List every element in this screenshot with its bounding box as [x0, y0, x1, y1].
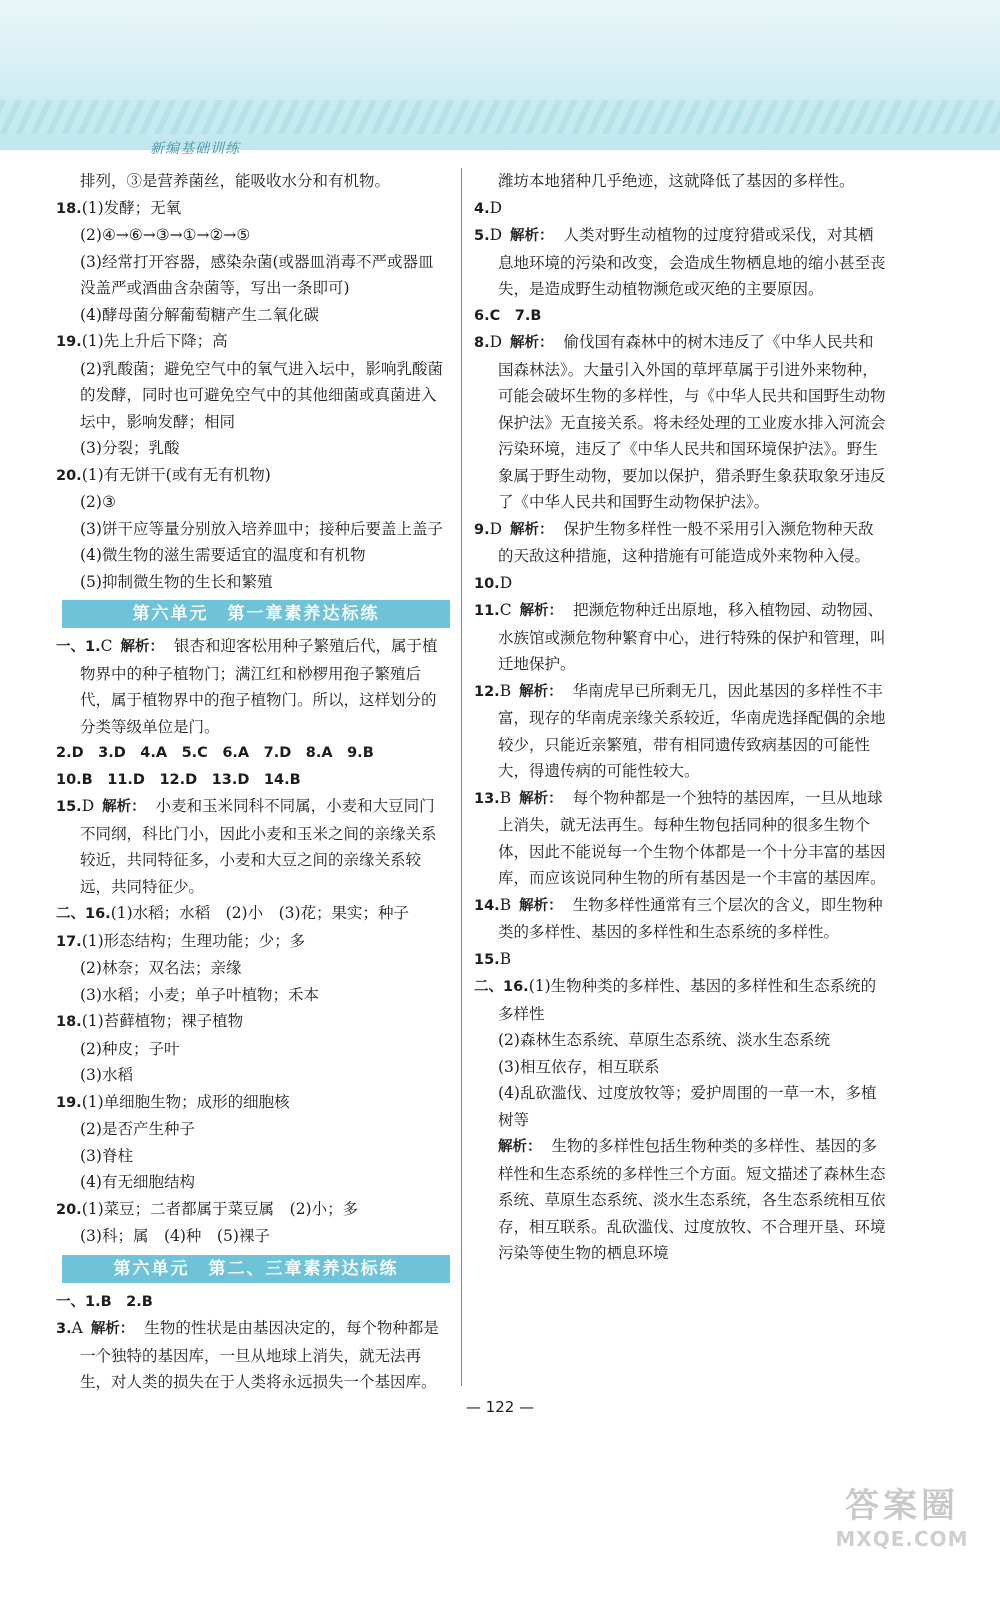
question-5 [474, 222, 886, 303]
answer-line: (1)发酵；无氧 [81, 198, 182, 217]
answer-line: (3)相互依存，相互联系 [498, 1057, 660, 1076]
analysis-label: 解析： [519, 683, 563, 700]
answer-line: (2)林奈；双名法；亲缘 [80, 959, 242, 977]
question-20 [56, 462, 448, 490]
question-18b [56, 1008, 448, 1036]
question-number: 3. [56, 1321, 72, 1337]
answer-choice: C [499, 601, 512, 619]
question-number: 19. [56, 1094, 82, 1111]
answer-row: 10.B 11.D 12.D 13.D 14.B [56, 771, 301, 788]
watermark-url: MXQE.COM [835, 1527, 969, 1551]
answer-row: 2.D 3.D 4.A 5.C 6.A 7.D 8.A 9.B [56, 745, 374, 761]
question-15 [56, 793, 448, 900]
question-number: 18. [56, 1014, 82, 1030]
answer-line: 排列，③是营养菌丝，能吸收水分和有机物。 [80, 172, 391, 190]
question-1-2 [56, 1288, 448, 1316]
answer-choice: D [489, 519, 503, 538]
answer-line: (3)脊柱 [80, 1146, 133, 1165]
answer-line: (2)乳酸菌；避免空气中的氧气进入坛中，影响乳酸菌的发酵，同时也可避免空气中的其他细菌或真菌进入坛中，影响发酵；相同 [80, 359, 443, 431]
analysis-label: 解析： [102, 799, 146, 815]
left-column [56, 168, 448, 1396]
answer-line: (3)分裂；乳酸 [80, 439, 180, 457]
answer-choice: B [499, 681, 512, 700]
analysis-label: 解析： [510, 228, 554, 244]
question-number: 4. [474, 200, 490, 217]
question-number: 20. [56, 467, 82, 484]
answer-line: (1)菜豆；二者都属于菜豆属 (2)小；多 [81, 1199, 359, 1218]
analysis-label: 解析： [519, 603, 564, 619]
answer-choice: D [489, 198, 503, 217]
question-number: 11. [474, 603, 500, 619]
answer-choice: B 2.B [100, 1293, 153, 1310]
answer-choice: D [489, 226, 503, 244]
answer-line: (1)形态结构；生理功能；少；多 [81, 931, 306, 950]
answer-choice: B [499, 895, 512, 914]
question-number: 5. [474, 228, 490, 244]
question-number: 18. [56, 200, 82, 217]
analysis-label: 解析： [498, 1139, 542, 1155]
question-number: 一、1. [56, 639, 101, 655]
question-number: 17. [56, 933, 82, 950]
answer-line: (3)水稻 [80, 1066, 133, 1084]
answer-line: (1)单细胞生物；成形的细胞核 [81, 1092, 290, 1111]
answer-line: (1)有无饼干(或有无有机物) [81, 465, 271, 484]
question-number: 9. [474, 521, 490, 538]
answer-line: (3)饼干应等量分别放入培养皿中；接种后要盖上盖子 [80, 519, 443, 538]
analysis-label: 解析： [510, 335, 554, 351]
analysis-label: 解析： [120, 639, 164, 655]
analysis-text: 生物多样性通常有三个层次的含义，即生物种类的多样性、基因的多样性和生态系统的多样性。 [498, 895, 883, 941]
question-14 [474, 892, 886, 946]
answer-choice: D [489, 333, 503, 351]
answer-line: 潍坊本地猪种几乎绝迹，这就降低了基因的多样性。 [498, 172, 855, 190]
analysis-text: 生物的性状是由基因决定的，每个物种都是一个独特的基因库，一旦从地球上消失，就无法再生，对人类的损失在于人类将永远损失一个基因库。 [80, 1319, 439, 1391]
answer-line: (2)种皮；子叶 [80, 1039, 180, 1058]
analysis-text: 保护生物多样性一般不采用引入濒危物种天敌的天敌这种措施，这种措施有可能造成外来物种入侵。 [498, 519, 874, 565]
answer-line: (4)乱砍滥伐、过度放牧等；爱护周围的一草一木，多植树等 [498, 1084, 877, 1129]
analysis-text: 华南虎早已所剩无几，因此基因的多样性不丰富，现存的华南虎亲缘关系较近，华南虎选择配偶的余地较少，只能近亲繁殖，带有相同遗传致病基因的可能性大，得遗传病的可能性较大。 [498, 681, 886, 780]
question-number: 14. [474, 897, 500, 914]
analysis-label: 解析： [510, 521, 554, 538]
question-8 [474, 329, 886, 516]
question-11 [474, 597, 886, 678]
column-divider [461, 168, 462, 1386]
answer-choice: B [499, 788, 512, 807]
answer-line: (4)酵母菌分解葡萄糖产生二氧化碳 [80, 305, 319, 324]
question-number: 15. [56, 799, 82, 815]
page-number: — 122 — [465, 1398, 535, 1416]
answer-choice: B [499, 949, 512, 968]
question-13 [474, 785, 886, 892]
question-number: 12. [474, 683, 500, 700]
analysis-text: 每个物种都是一个独特的基因库，一旦从地球上消失，就无法再生。每种生物包括同种的很多生物个体，因此不能说每一个生物个体都是一个十分丰富的基因库，而应该说同种生物的所有基因是一个丰富的基因库。 [498, 788, 886, 887]
analysis-label: 解析： [519, 897, 563, 914]
watermark-logo-text: 答案圈 [845, 1486, 959, 1526]
answer-line: (1)水稻；水稻 (2)小 (3)花；果实；种子 [110, 904, 410, 922]
analysis-label: 解析： [519, 790, 563, 807]
analysis-text: 银杏和迎客松用种子繁殖后代，属于植物界中的种子植物门；满江红和桫椤用孢子繁殖后代，属于植物界中的孢子植物门。所以，这样划分的分类等级单位是门。 [80, 637, 438, 736]
answer-line: (4)有无细胞结构 [80, 1173, 195, 1191]
question-15 [474, 946, 886, 974]
answer-row: 6.C 7.B [474, 307, 542, 324]
analysis-text: 生物的多样性包括生物种类的多样性、基因的多样性和生态系统的多样性三个方面。短文描述了森林生态系统、草原生态系统、淡水生态系统，各生态系统相互依存，相互联系。乱砍滥伐、过度放牧、不合理开垦、环境污染等使生物的栖息环境 [498, 1137, 886, 1262]
question-19 [56, 328, 448, 356]
question-9 [474, 516, 886, 570]
question-18 [56, 195, 448, 223]
page-number-value: 122 [485, 1398, 515, 1416]
analysis-text: 把濒危物种迁出原地，移入植物园、动物园、水族馆或濒危物种繁育中心，进行特殊的保护和管理，叫迁地保护。 [498, 601, 886, 673]
question-number: 一、1. [56, 1293, 101, 1310]
answer-line: (1)生物种类的多样性、基因的多样性和生态系统的多样性 [498, 977, 877, 1023]
watermark [812, 1478, 992, 1551]
question-4 [474, 195, 886, 223]
question-3 [56, 1315, 448, 1396]
question-16 [56, 900, 448, 928]
question-number: 二、16. [56, 906, 111, 922]
question-number: 19. [56, 334, 82, 350]
question-17 [56, 928, 448, 956]
question-number: 15. [474, 951, 500, 968]
analysis-text: 小麦和玉米同科不同属，小麦和大豆同门不同纲，科比门小，因此小麦和玉米之间的亲缘关系较近，共同特征多，小麦和大豆之间的亲缘关系较远，共同特征少。 [80, 797, 437, 896]
question-16 [474, 973, 886, 1027]
question-number: 20. [56, 1201, 82, 1218]
answer-choice: A [71, 1319, 83, 1337]
answer-line: (2)是否产生种子 [80, 1120, 195, 1138]
question-number: 13. [474, 790, 500, 807]
header-stripe [0, 100, 1000, 134]
question-12 [474, 678, 886, 785]
question-number: 10. [474, 575, 500, 592]
answer-choice: C [100, 637, 113, 655]
analysis-label: 解析： [90, 1321, 135, 1337]
answer-line: (1)先上升后下降；高 [81, 332, 228, 350]
answer-line: (2)森林生态系统、草原生态系统、淡水生态系统 [498, 1031, 830, 1049]
answer-line: (5)抑制微生物的生长和繁殖 [80, 572, 273, 591]
right-column [474, 168, 886, 1267]
brand-title: 新编基础训练 [150, 141, 240, 157]
answer-line: (2)④→⑥→③→①→②→⑤ [80, 226, 251, 244]
answer-line: (4)微生物的滋生需要适宜的温度和有机物 [80, 546, 366, 564]
question-19b [56, 1089, 448, 1117]
answer-choice: D [499, 573, 513, 592]
answer-line: (1)苔藓植物；裸子植物 [81, 1012, 244, 1030]
analysis-text: 偷伐国有森林中的树木违反了《中华人民共和国森林法》。大量引入外国的草坪草属于引进外来物种，可能会破坏生物的多样性，与《中华人民共和国野生动物保护法》无直接关系。将未经处理的工业废水排入河流会污染环境，违反了《中华人民共和国环境保护法》。野生象属于野生动物，要加以保护，猎杀野生象获取象牙违反了《中华人民共和国野生动物保护法》。 [498, 333, 886, 511]
question-20b [56, 1196, 448, 1224]
question-10 [474, 570, 886, 598]
analysis-text: 人类对野生动植物的过度狩猎或采伐，对其栖息地环境的污染和改变，会造成生物栖息地的缩小甚至丧失，是造成野生动植物濒危或灭绝的主要原因。 [498, 226, 886, 298]
section-banner: 第六单元 第一章素养达标练 [62, 600, 450, 628]
answer-line: (3)科；属 (4)种 (5)裸子 [80, 1227, 270, 1245]
answer-line: (3)水稻；小麦；单子叶植物；禾本 [80, 985, 319, 1004]
analysis-block [474, 1133, 886, 1267]
answer-line: (3)经常打开容器，感染杂菌(或器皿消毒不严或器皿没盖严或酒曲含杂菌等，写出一条即可) [80, 252, 434, 297]
answer-choice: D [81, 797, 95, 815]
question-number: 8. [474, 335, 490, 351]
question-1 [56, 633, 448, 740]
section-banner: 第六单元 第二、三章素养达标练 [62, 1255, 450, 1283]
question-number: 二、16. [474, 979, 529, 995]
answer-line: (2)③ [80, 493, 116, 511]
